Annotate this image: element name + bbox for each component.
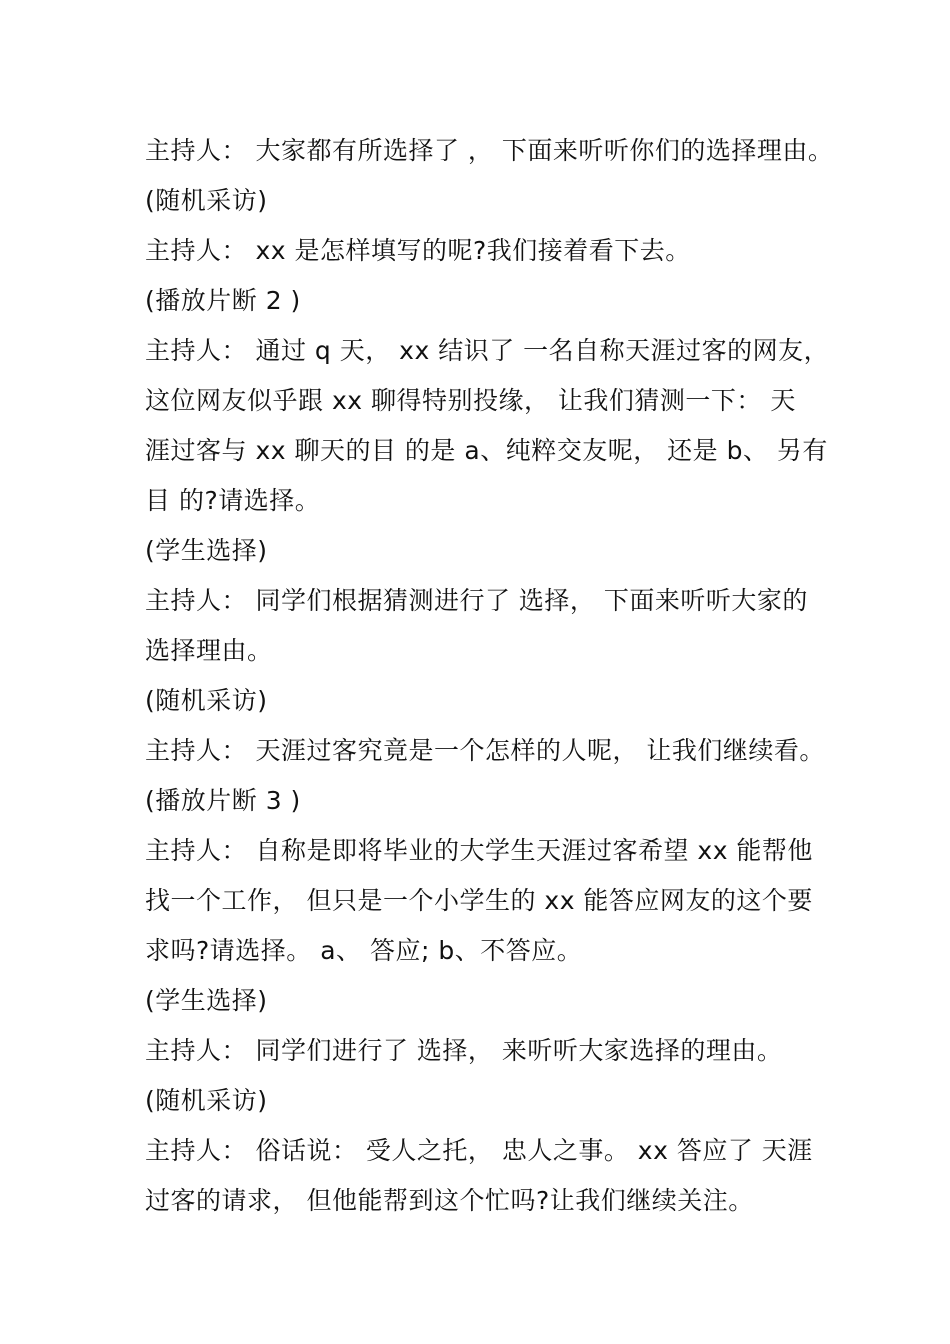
text-line: 主持人： 同学们根据猜测进行了 选择， 下面来听听大家的 (145, 586, 808, 615)
document-body (145, 126, 845, 1226)
text-line: 主持人： 天涯过客究竟是一个怎样的人呢， 让我们继续看。 (145, 736, 825, 765)
text-line: 目 的?请选择。 (145, 486, 321, 515)
text-line: 主持人： 同学们进行了 选择， 来听听大家选择的理由。 (145, 1036, 783, 1065)
text-line: 求吗?请选择。 a、 答应; b、不答应。 (145, 936, 583, 965)
text-line: (随机采访) (145, 186, 268, 215)
text-line: 选择理由。 (145, 636, 273, 665)
text-line: 主持人： 通过 q 天， xx 结识了 一名自称天涯过客的网友， (145, 336, 830, 365)
text-line: (学生选择) (145, 986, 268, 1015)
text-line: 主持人： xx 是怎样填写的呢?我们接着看下去。 (145, 236, 691, 265)
text-line: 主持人： 自称是即将毕业的大学生天涯过客希望 xx 能帮他 (145, 836, 813, 865)
text-line: (学生选择) (145, 536, 268, 565)
text-line: (随机采访) (145, 686, 268, 715)
text-line: 主持人： 俗话说： 受人之托， 忠人之事。 xx 答应了 天涯 (145, 1136, 813, 1165)
text-line: 过客的请求， 但他能帮到这个忙吗?让我们继续关注。 (145, 1186, 754, 1215)
text-line: 找一个工作， 但只是一个小学生的 xx 能答应网友的这个要 (145, 886, 813, 915)
text-line: (播放片断 2 ) (145, 286, 301, 315)
text-line: (随机采访) (145, 1086, 268, 1115)
text-line: (播放片断 3 ) (145, 786, 301, 815)
text-line: 主持人： 大家都有所选择了 ， 下面来听听你们的选择理由。 (145, 136, 834, 165)
text-line: 涯过客与 xx 聊天的目 的是 a、纯粹交友呢， 还是 b、 另有 (145, 436, 828, 465)
text-line: 这位网友似乎跟 xx 聊得特别投缘， 让我们猜测一下： 天 (145, 386, 796, 415)
